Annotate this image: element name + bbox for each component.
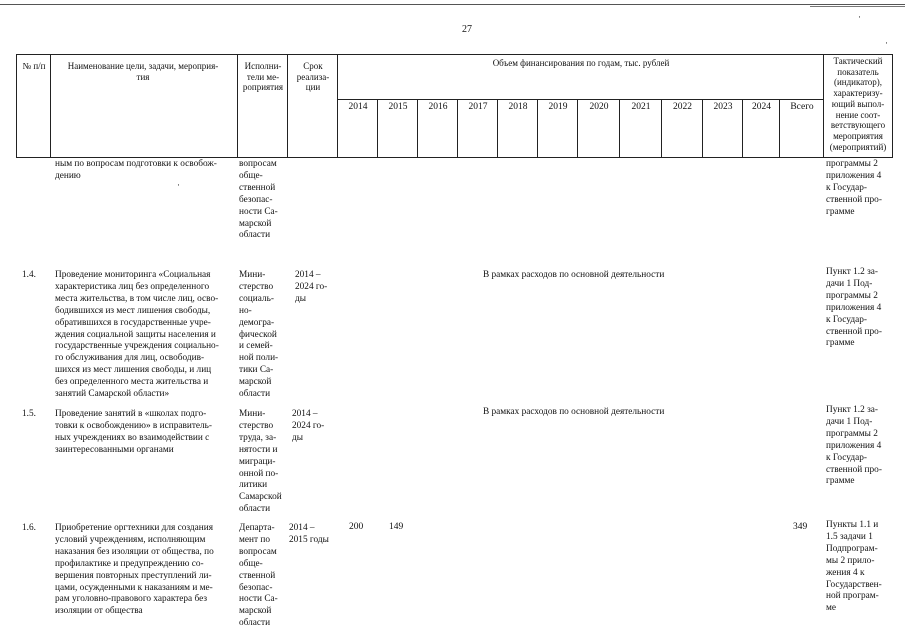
header-year-2015: 2015	[388, 102, 408, 112]
header-year-2024: 2024	[752, 102, 771, 112]
continuation-name: ным по вопросам подготовки к освобож- дению	[55, 159, 217, 181]
header-year-2017: 2017	[468, 102, 488, 112]
row-1-6-executor: Департа- мент по вопросам обще- ственной безопас- ности Са- марской области	[239, 523, 278, 629]
row-1-5-name: Проведение занятий в «школах подго- товки к освобождению» в исправитель- ных учреждениях во взаимодействии с заинтересованными органами	[55, 409, 213, 455]
header-year-2019: 2019	[548, 102, 568, 112]
row-1-4-name: Проведение мониторинга «Социальная характеристика лиц без определенного места жительства, в том числе лиц, осво- бодившихся из мест лишения свободы, обратившихся в государственные учре- ждения социальной защиты населения и государственные учреждения социально- го обслуживания для лиц, освободив- шихся из мест лишения свободы, и лиц без определенного места жительства и занятий Самарской области»	[55, 270, 219, 400]
header-year-2020: 2020	[589, 102, 609, 112]
header-year-2018: 2018	[508, 102, 528, 112]
row-1-6-value-total: 349	[793, 522, 808, 532]
row-1-4-executor: Мини- стерство социаль- но- демогра- фической и семей- ной поли- тики Са- марской области	[239, 270, 279, 400]
header-executor: Исполни- тели ме- роприятия	[242, 61, 284, 92]
row-1-4-indicator: Пункт 1.2 за- дачи 1 Под- программы 2 приложения 4 к Государ- ственной про- грамме	[826, 267, 882, 349]
header-year-2023: 2023	[713, 102, 733, 112]
header-finance: Объем финансирования по годам, тыс. рублей	[492, 58, 670, 68]
row-1-6-value-2014: 200	[349, 522, 364, 532]
top-rule-right	[810, 6, 905, 7]
row-1-4-finance-note: В рамках расходов по основной деятельности	[483, 270, 665, 280]
top-rule	[0, 4, 905, 5]
header-year-2022: 2022	[673, 102, 692, 112]
continuation-executor: вопросам обще- ственной безопас- ности Са- марской области	[239, 159, 278, 241]
header-year-2014: 2014	[348, 102, 368, 112]
row-1-6-indicator: Пункты 1.1 и 1.5 задачи 1 Подпрограм- мы 2 прило- жения 4 к Государствен- ной програм- ме	[826, 520, 882, 614]
row-1-6-term: 2014 – 2015 годы	[289, 523, 329, 545]
row-1-5-num: 1.5.	[22, 409, 36, 419]
speck: ·	[858, 12, 861, 22]
header-year-2021: 2021	[631, 102, 651, 112]
row-1-5-executor: Мини- стерство труда, за- нятости и миграци- онной по- литики Самарской области	[239, 409, 282, 515]
header-name: Наименование цели, задачи, мероприя- тия	[67, 61, 219, 82]
speck: ·	[177, 180, 180, 190]
row-1-6-name: Приобретение оргтехники для создания условий учреждениям, исполняющим наказания без изоляции от общества, по профилактике и предупреждению со- вершения повторных преступлений ли- цами, осужденными к наказаниям и ме- рам уголовно-правового характера без изоляции от общества	[55, 523, 214, 617]
continuation-indicator: программы 2 приложения 4 к Государ- ственной про- грамме	[826, 159, 882, 217]
row-1-6-num: 1.6.	[22, 523, 36, 533]
row-1-6-value-2015: 149	[389, 522, 404, 532]
page-number: 27	[462, 24, 472, 35]
row-1-4-num: 1.4.	[22, 270, 36, 280]
row-1-5-term: 2014 – 2024 го- ды	[292, 409, 325, 443]
header-num: № п/п	[22, 61, 46, 71]
header-year-total: Всего	[790, 102, 814, 112]
header-year-2016: 2016	[428, 102, 448, 112]
row-1-4-term: 2014 – 2024 го- ды	[295, 270, 328, 304]
header-indicator: Тактический показатель (индикатор), характеризу- ющий выпол- нение соот- ветствующего мероприятия (мероприятий)	[829, 56, 887, 152]
speck: ·	[885, 38, 888, 48]
header-term: Срок реализа- ции	[296, 61, 330, 92]
row-1-5-indicator: Пункт 1.2 за- дачи 1 Под- программы 2 приложения 4 к Государ- ственной про- грамме	[826, 405, 882, 487]
row-1-5-finance-note: В рамках расходов по основной деятельности	[483, 407, 665, 417]
